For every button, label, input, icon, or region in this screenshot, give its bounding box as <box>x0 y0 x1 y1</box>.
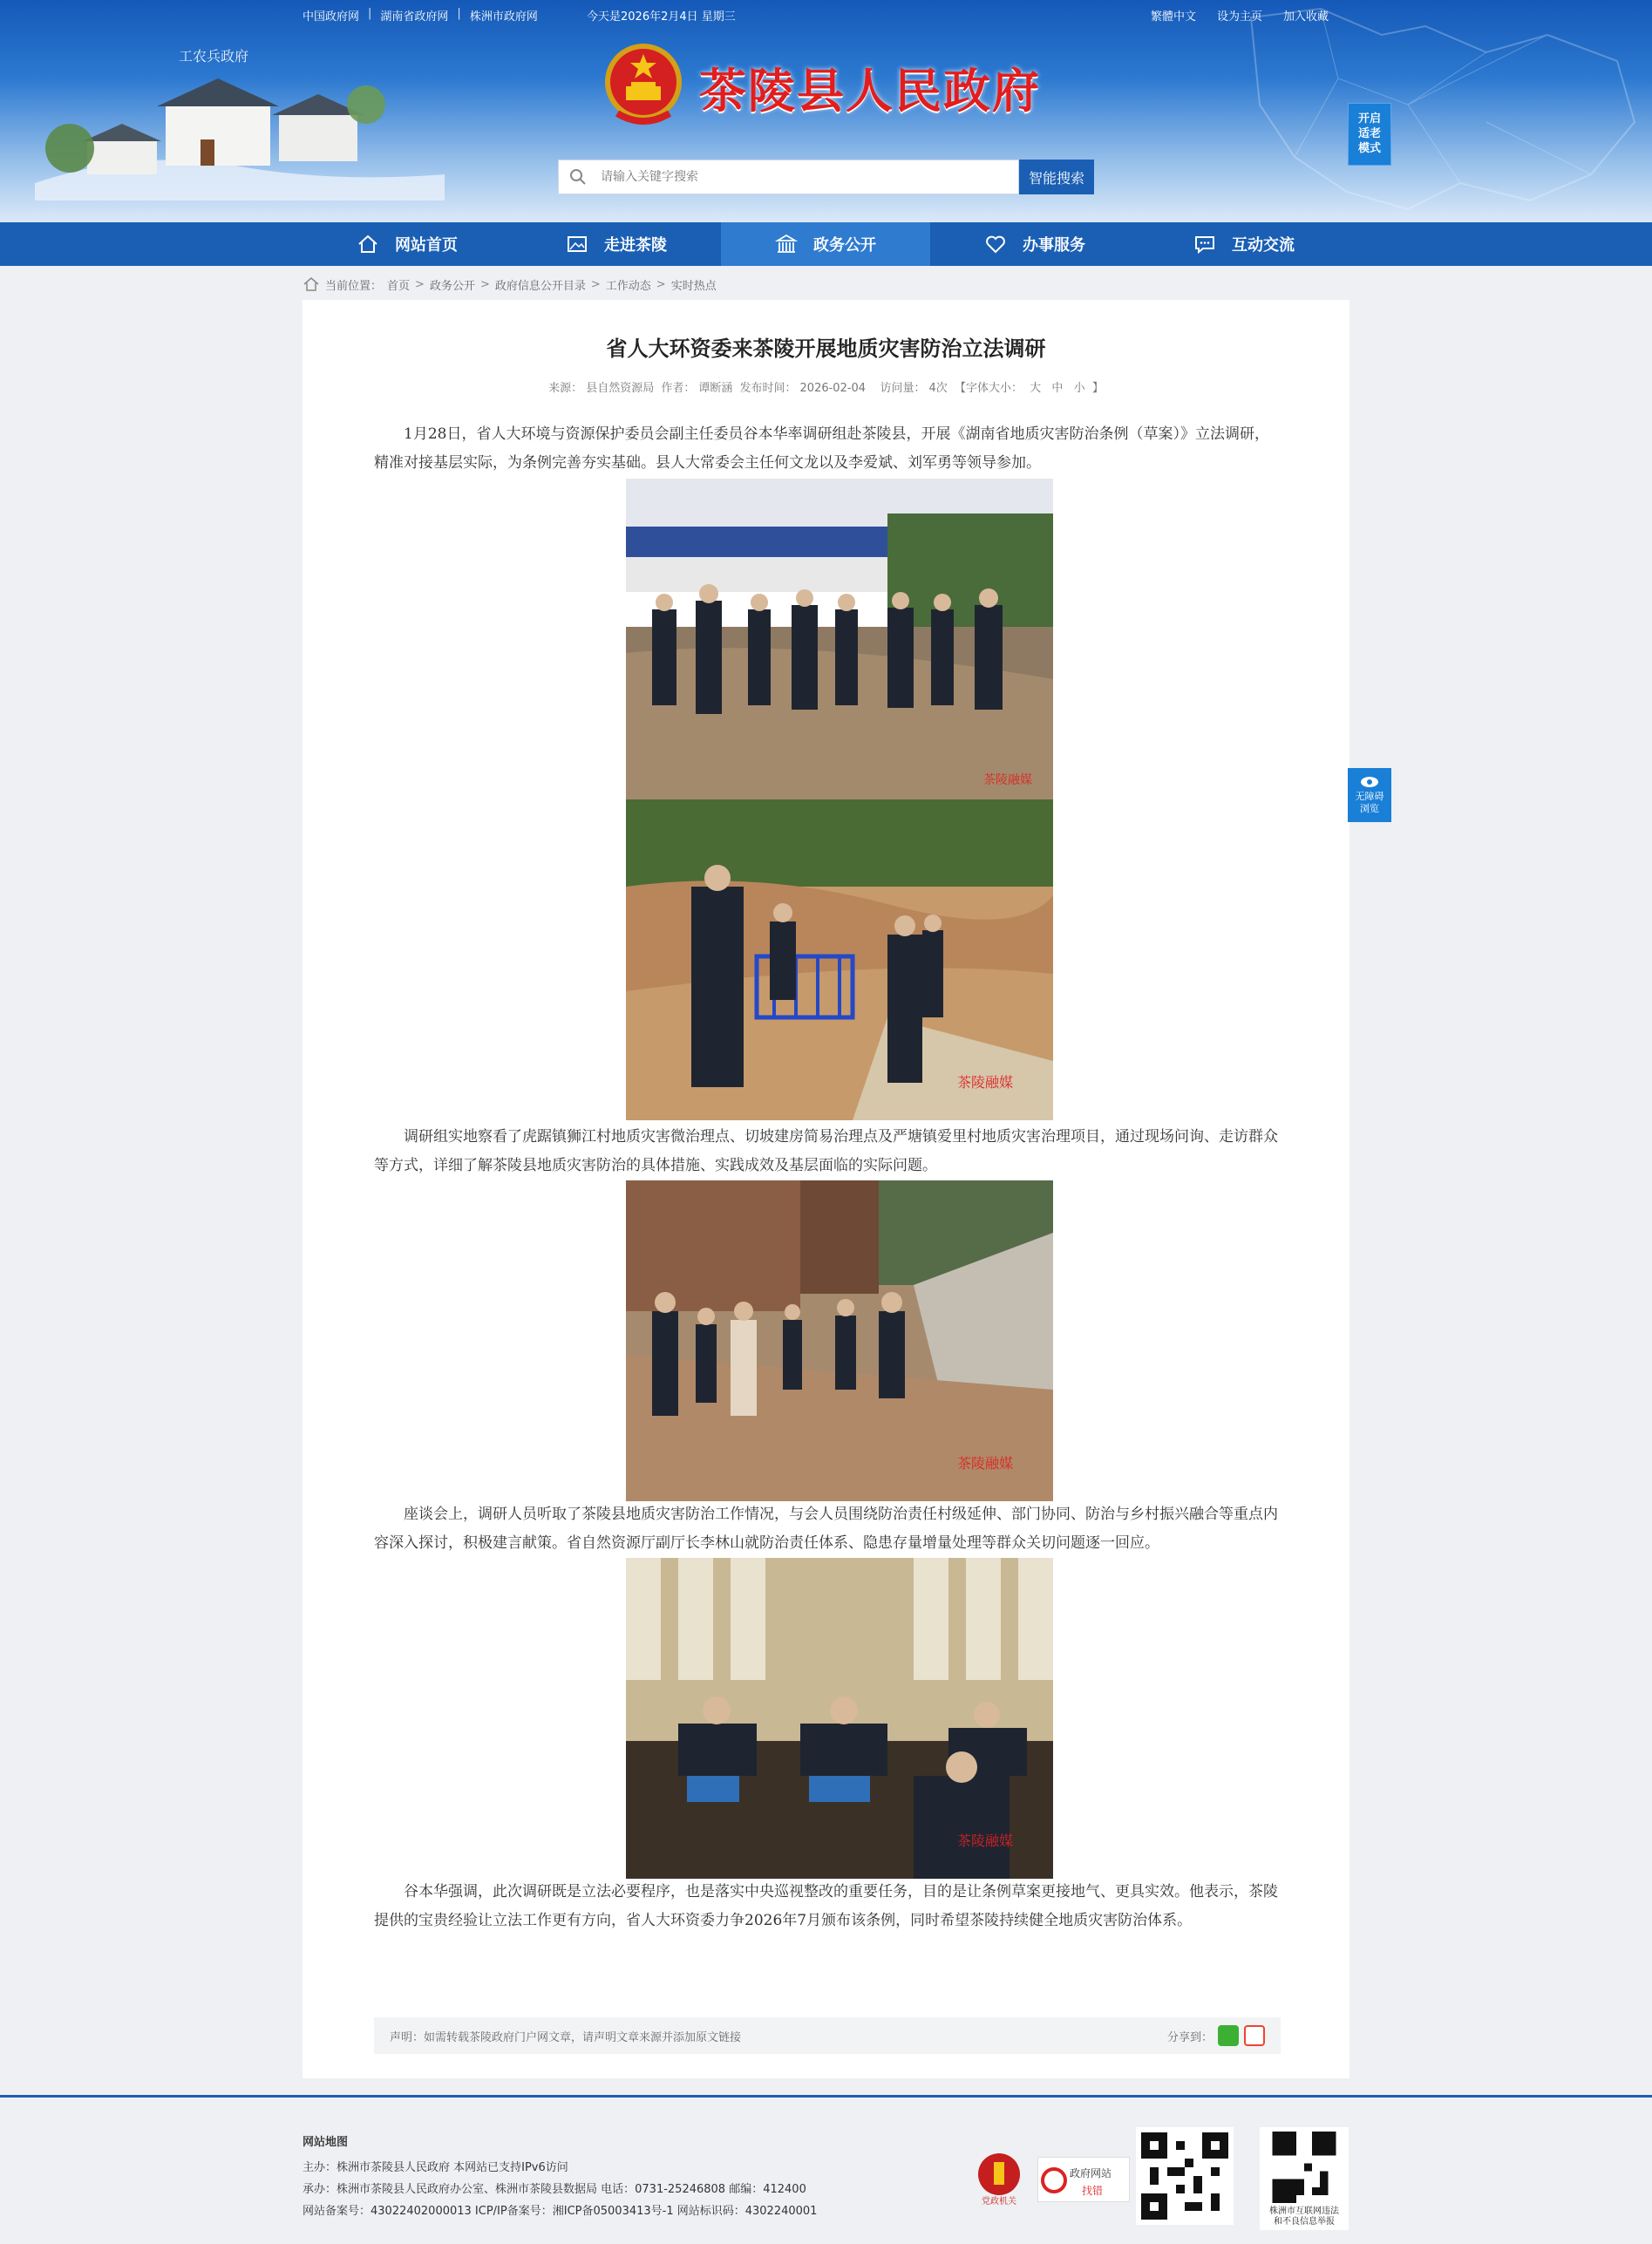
search-input[interactable] <box>601 170 984 184</box>
picture-icon <box>566 233 588 255</box>
weibo-share-icon[interactable] <box>1244 2025 1265 2046</box>
breadcrumb-gov-affairs[interactable]: 政务公开 <box>429 279 475 293</box>
article-photo-3 <box>626 1180 1053 1501</box>
publish-date: 2026-02-04 <box>799 382 867 395</box>
footer-organizer: 承办：株洲市茶陵县人民政府办公室、株洲市茶陵县数据局 电话：0731-25246808 邮编：412400 <box>303 2183 806 2196</box>
font-size-medium[interactable]: 中 <box>1051 382 1064 395</box>
scenic-illustration <box>35 44 445 201</box>
font-size-large[interactable]: 大 <box>1030 382 1042 395</box>
home-icon <box>303 275 320 293</box>
notice-text: 声明：如需转载茶陵政府门户网文章，请声明文章来源并添加原文链接 <box>390 2030 742 2044</box>
nav-item-about[interactable]: 走进茶陵 <box>512 222 721 266</box>
svg-text:党政机关: 党政机关 <box>982 2197 1016 2206</box>
national-emblem-icon <box>600 38 687 133</box>
footer-sponsor: 主办：株洲市茶陵县人民政府 本网站已支持IPv6访问 <box>303 2161 568 2174</box>
home-icon <box>357 233 379 255</box>
svg-text:茶陵融媒: 茶陵融媒 <box>957 1074 1014 1091</box>
article-source: 县自然资源局 <box>586 382 655 395</box>
site-footer <box>0 2095 1652 2244</box>
current-date: 今天是2026年2月4日 星期三 <box>587 10 736 24</box>
copyright-notice <box>374 2017 1281 2054</box>
add-favorite-link[interactable]: 加入收藏 <box>1283 10 1329 24</box>
accessibility-button[interactable]: 无障碍 浏览 <box>1348 768 1391 822</box>
nav-item-services[interactable]: 办事服务 <box>930 222 1139 266</box>
article-meta: 来源： 县自然资源局 作者： 谭断涵 发布时间： 2026-02-04 访问量： 4次 【字体大小： 大 中 小 】 <box>548 382 1104 395</box>
site-title: 茶陵县人民政府 <box>699 63 1041 119</box>
wechat-share-icon[interactable] <box>1218 2025 1239 2046</box>
party-gov-badge[interactable] <box>975 2152 1023 2206</box>
site-header <box>0 0 1652 222</box>
eye-icon <box>1360 775 1379 789</box>
article-author: 谭断涵 <box>698 382 733 395</box>
article-card <box>303 300 1349 2078</box>
link-hunan-gov[interactable]: 湖南省政府网 <box>380 10 449 24</box>
main-nav <box>0 222 1652 266</box>
top-bar: 中国政府网 | 湖南省政府网 | 株洲市政府网 今天是2026年2月4日 星期三 繁體中文 设为主页 加入收藏 <box>303 7 1329 24</box>
breadcrumb-work-news[interactable]: 工作动态 <box>605 279 651 293</box>
view-count: 4次 <box>928 382 948 395</box>
sitemap-link[interactable]: 网站地图 <box>303 2136 349 2149</box>
article-photo-2 <box>626 799 1053 1120</box>
share-label: 分享到： <box>1166 2030 1213 2044</box>
breadcrumb: 当前位置： 首页 > 政务公开 > 政府信息公开目录 > 工作动态 > 实时热点 <box>303 275 717 293</box>
breadcrumb-hot-topics[interactable]: 实时热点 <box>670 279 717 293</box>
article-paragraph-2: 调研组实地察看了虎踞镇狮江村地质灾害微治理点、切坡建房简易治理点及严塘镇爱里村地质灾害治理项目，通过现场问询、走访群众等方式，详细了解茶陵县地质灾害防治的具体措施、实践成效及基层面临的实际问题。 <box>374 1128 1278 1174</box>
search-bar <box>558 160 1094 194</box>
map-decoration <box>1199 0 1652 222</box>
smart-search-button[interactable]: 智能搜索 <box>1019 160 1094 194</box>
svg-text:茶陵融媒: 茶陵融媒 <box>957 1455 1014 1472</box>
government-icon <box>775 233 798 255</box>
svg-text:茶陵融媒: 茶陵融媒 <box>957 1833 1014 1849</box>
breadcrumb-home[interactable]: 首页 <box>387 279 411 293</box>
share-bar <box>1167 2025 1265 2046</box>
report-qr-code: 株洲市互联网违法 和不良信息举报 <box>1260 2127 1349 2230</box>
wechat-qr-code <box>1136 2127 1234 2225</box>
scenic-caption: 工农兵政府 <box>179 48 249 65</box>
traditional-chinese-link[interactable]: 繁體中文 <box>1151 10 1197 24</box>
heart-icon <box>984 233 1007 255</box>
set-homepage-link[interactable]: 设为主页 <box>1217 10 1263 24</box>
svg-text:找错: 找错 <box>1082 2185 1104 2197</box>
font-size-small[interactable]: 小 <box>1073 382 1085 395</box>
chat-icon <box>1193 233 1216 255</box>
article-paragraph-3: 座谈会上，调研人员听取了茶陵县地质灾害防治工作情况，与会人员围绕防治责任村级延伸、部门协同、防治与乡村振兴融合等重点内容深入探讨，积极建言献策。省自然资源厅副厅长李林山就防治责任体系、隐患存量增量处理等群众关切问题逐一回应。 <box>374 1506 1278 1552</box>
svg-text:茶陵融媒: 茶陵融媒 <box>983 773 1032 787</box>
article-title: 省人大环资委来茶陵开展地质灾害防治立法调研 <box>606 337 1046 361</box>
elder-mode-button[interactable]: 开启 适老 模式 <box>1348 103 1391 166</box>
nav-item-home[interactable]: 网站首页 <box>303 222 512 266</box>
article-photo-4 <box>626 1558 1053 1879</box>
svg-text:政府网站: 政府网站 <box>1070 2167 1112 2179</box>
breadcrumb-prefix: 当前位置： <box>325 279 383 293</box>
nav-item-gov-affairs[interactable]: 政务公开 <box>721 222 930 266</box>
article-paragraph-4: 谷本华强调，此次调研既是立法必要程序，也是落实中央巡视整改的重要任务，目的是让条例草案更接地气、更具实效。他表示，茶陵提供的宝贵经验让立法工作更有方向，省人大环资委力争2026年7月颁布该条例，同时希望茶陵持续健全地质灾害防治体系。 <box>374 1883 1278 1929</box>
link-zhuzhou-gov[interactable]: 株洲市政府网 <box>469 10 538 24</box>
link-china-gov[interactable]: 中国政府网 <box>303 10 360 24</box>
search-icon <box>569 168 587 186</box>
footer-info <box>303 2157 817 2222</box>
breadcrumb-info-catalog[interactable]: 政府信息公开目录 <box>494 279 586 293</box>
find-error-badge[interactable] <box>1037 2157 1130 2202</box>
article-photo-1 <box>626 479 1053 799</box>
article-paragraph-1: 1月28日，省人大环境与资源保护委员会副主任委员谷本华率调研组赴茶陵县，开展《湖南省地质灾害防治条例（草案）》立法调研，精准对接基层实际，为条例完善夯实基础。县人大常委会主任何文龙以及李爱斌、刘军勇等领导参加。 <box>374 425 1269 472</box>
footer-record: 网站备案号：43022402000013 ICP/IP备案号：湘ICP备05003413号-1 网站标识码：4302240001 <box>303 2205 818 2218</box>
nav-item-interaction[interactable]: 互动交流 <box>1139 222 1349 266</box>
